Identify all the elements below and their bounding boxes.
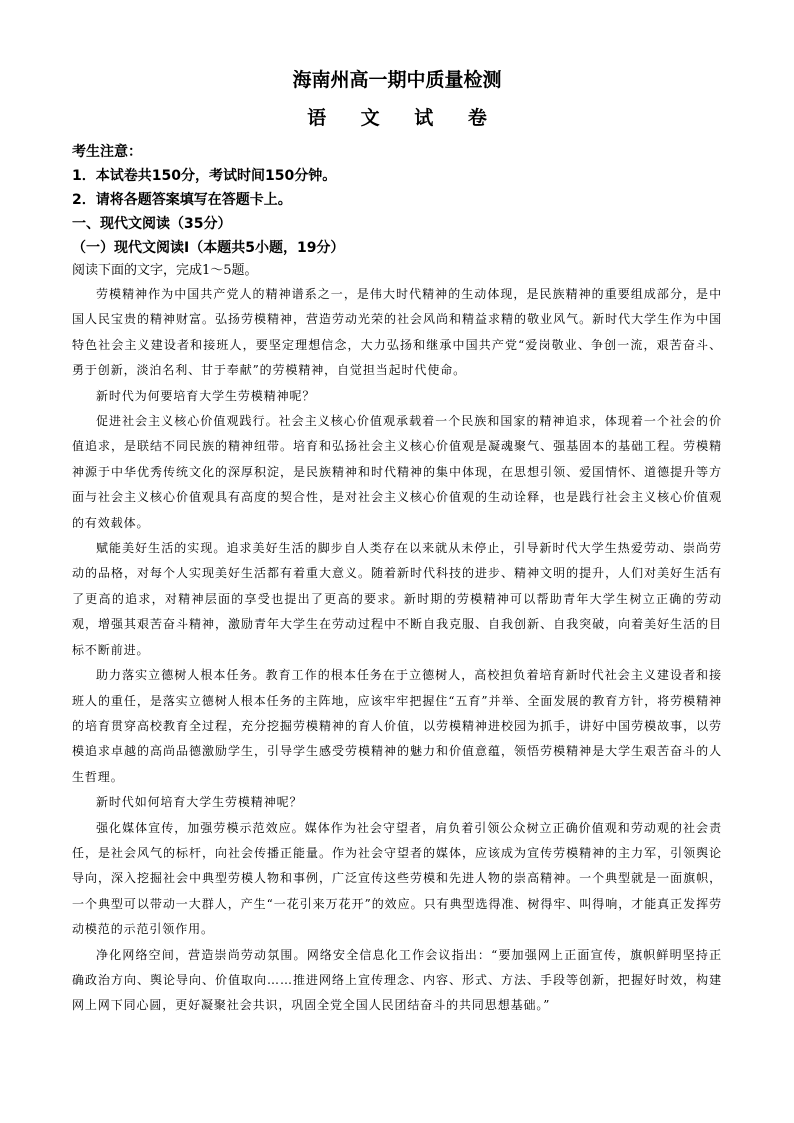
passage-paragraph: 净化网络空间，营造崇尚劳动氛围。网络安全信息化工作会议指出：“要加强网上正面宣传，旗帜鲜明坚持正确政治方向、舆论导向、价值取向……推进网络上宣传理念、内容、形式、方法、手段等创新，把握好时效，构建网上网下同心圆，更好凝聚社会共识，巩固全党全国人民团结奋斗的共同思想基础。” <box>72 947 722 1013</box>
exam-title: 海南州高一期中质量检测 <box>292 69 502 91</box>
passage-paragraph: 促进社会主义核心价值观践行。社会主义核心价值观承载着一个民族和国家的精神追求，体现着一个社会的价值追求，是联结不同民族的精神纽带。培育和弘扬社会主义核心价值观是凝魂聚气、强基固本的基础工程。劳模精神源于中华优秀传统文化的深厚积淀，是民族精神和时代精神的集中体现，在思想引领、爱国情怀、道德提升等方面与社会主义核心价值观具有高度的契合性，是对社会主义核心价值观的生动诠释，也是践行社会主义核心价值观的有效载体。 <box>72 414 722 530</box>
passage-question: 新时代如何培育大学生劳模精神呢？ <box>96 795 303 810</box>
exam-subtitle: 语 文 试 卷 <box>307 107 501 129</box>
passage-paragraph: 强化媒体宣传，加强劳模示范效应。媒体作为社会守望者，肩负着引领公众树立正确价值观和劳动观的社会责任，是社会风气的标杆，向社会传播正能量。作为社会守望者的媒体，应该成为宣传劳模精神的主力军，引领舆论导向，深入挖掘社会中典型劳模人物和事例，广泛宣传这些劳模和先进人物的崇高精神。一个典型就是一面旗帜，一个典型可以带动一大群人，产生“一花引来万花开”的效应。只有典型选得准、树得牢、叫得响，才能真正发挥劳动模范的示范引领作用。 <box>72 820 722 937</box>
section-heading: 一、现代文阅读（35分） <box>72 216 232 232</box>
passage-paragraph: 助力落实立德树人根本任务。教育工作的根本任务在于立德树人，高校担负着培育新时代社会主义建设者和接班人的重任，是落实立德树人根本任务的主阵地，应该牢牢把握住“五育”并举、全面发展的教育方针，将劳模精神的培育贯穿高校教育全过程，充分挖掘劳模精神的育人价值，以劳模精神进校园为抓手，讲好中国劳模故事，以劳模追求卓越的高尚品德激励学生，引导学生感受劳模精神的魅力和价值意蕴，领悟劳模精神是大学生艰苦奋斗的人生哲理。 <box>72 668 722 784</box>
notice-heading: 考生注意： <box>72 144 142 160</box>
notice-item: 2．请将各题答案填写在答题卡上。 <box>72 192 292 208</box>
reading-instruction: 阅读下面的文字，完成1～5题。 <box>72 263 258 278</box>
notice-item: 1．本试卷共150分，考试时间150分钟。 <box>72 168 337 184</box>
passage-paragraph: 劳模精神作为中国共产党人的精神谱系之一，是伟大时代精神的生动体现，是民族精神的重要组成部分，是中国人民宝贵的精神财富。弘扬劳模精神，营造劳动光荣的社会风尚和精益求精的敬业风气。新时代大学生作为中国特色社会主义建设者和接班人，要坚定理想信念，大力弘扬和继承中国共产党“爱岗敬业、争创一流，艰苦奋斗、勇于创新，淡泊名利、甘于奉献”的劳模精神，自觉担当起时代使命。 <box>72 287 722 378</box>
passage-paragraph: 赋能美好生活的实现。追求美好生活的脚步自人类存在以来就从未停止，引导新时代大学生热爱劳动、崇尚劳动的品格，对每个人实现美好生活都有着重大意义。随着新时代科技的进步、精神文明的提升，人们对美好生活有了更高的追求，对精神层面的享受也提出了更高的要求。新时期的劳模精神可以帮助青年大学生树立正确的劳动观，增强其艰苦奋斗精神，激励青年大学生在劳动过程中不断自我克服、自我创新、自我突破，向着美好生活的目标不断前进。 <box>72 541 722 657</box>
section-subheading: （一）现代文阅读Ⅰ（本题共5小题，19分） <box>72 240 345 256</box>
exam-page <box>72 66 722 1019</box>
passage-question: 新时代为何要培育大学生劳模精神呢？ <box>96 388 316 403</box>
